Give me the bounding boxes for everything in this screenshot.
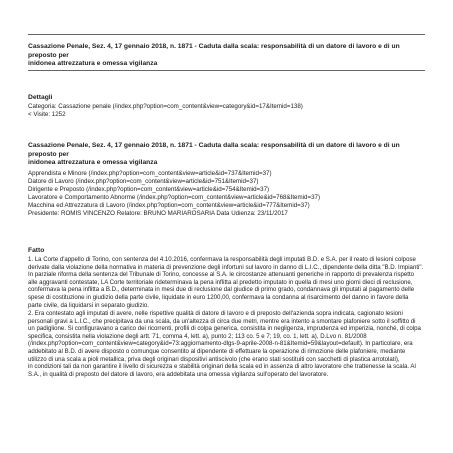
header-title-line2: inidonea attrezzatura e omessa vigilanza xyxy=(28,60,158,68)
fatto-label: Fatto xyxy=(28,247,45,254)
para1-line: parte civile, da liquidarsi in separato giudizio. xyxy=(28,301,149,309)
article-meta: Presidente: ROMIS VINCENZO Relatore: BRUNO MARIAROSARIA Data Udienza: 23/11/2017 xyxy=(28,210,288,217)
para1-line: In parziale riforma della sentenza del Tribunale di Torino, concesse al S.A. le circostanze attenuanti generiche in rapporto di prevalenza rispetto xyxy=(28,271,415,279)
top-rule xyxy=(28,34,425,35)
para2-line: 2. Era contestato agli imputati di avere, nelle rispettive qualità di datore di lavoro e di preposto dell'azienda sopra indicata, cagionato lesioni xyxy=(28,310,403,317)
tag-link-dirigente[interactable]: Dirigente e Preposto (/index.php?option=com_content&view=article&id=754&Itemid=37) xyxy=(28,186,270,193)
tag-link-macchina[interactable]: Macchina ed Attrezzatura di Lavoro (/index.php?option=com_content&view=article&id=777&Itemid=37) xyxy=(28,202,310,209)
para2-line: in condizioni tali da non garantire il livello di sicurezza e stabilità originari della scala ed in assenza di altro lavoratore che trattenesse la scala. Al xyxy=(28,363,416,371)
tag-link-lavoratore[interactable]: Lavoratore e Comportamento Abnorme (/index.php?option=com_content&view=article&id=768&Itemid=37) xyxy=(28,194,321,201)
article-title-line2: inidonea attrezzatura e omessa vigilanza xyxy=(28,159,158,167)
para2-line: utilizzo di una scala a pioli metallica, priva degli originari dispositivi antiscivolo (che erano stati sostituiti con sacchetti di plastica arrotolati), xyxy=(28,355,400,363)
para1-line: alle aggravanti contestate, LA Corte territoriale rideterminava la pena inflitta al predetto imputato in quella di mesi uno giorni dieci di reclusione, xyxy=(28,278,413,286)
para2-line: specifica, consistita nella violazione degli artt. 71, comma 4, lett. a), punto 2; 113 co. 5 e 7; 19, co. 1, lett. a), D.Lvo n. 81/2008 xyxy=(28,332,367,340)
header-title[interactable] xyxy=(28,43,425,69)
para2-line: personali gravi a L.I.C., che precipitava da una scala, da un'altezza di circa due metri, mentre era intento a smontare plafoniere sotto il soffitto di xyxy=(28,317,416,325)
header-bottom-rule xyxy=(28,70,425,71)
para1-line: derivate dalla violazione della normativa in materia di prevenzione degli infortuni sul lavoro in danno di L.I.C., dipendente della ditta "B.D. Impianti". xyxy=(28,263,424,271)
para1-line: confermava la pena inflitta a B.D., determinata in mesi due di reclusione dal giudice di primo grado, condannava gli imputati al pagamento delle xyxy=(28,286,415,294)
para1-line: spese di costituzione in giudizio della parte civile, liquidate in euro 1200,00, confermava la condanna al risarcimento del danno in favore della xyxy=(28,293,409,301)
tag-link-datore[interactable]: Datore di Lavoro (/index.php?option=com_content&view=article&id=751&Itemid=37) xyxy=(28,178,259,185)
article-title-line1: Cassazione Penale, Sez. 4, 17 gennaio 2018, n. 1871 - Caduta dalla scala: responsabilità di un datore di lavoro e di un preposto per xyxy=(28,142,400,158)
details-category[interactable]: Categoria: Cassazione penale (/index.php?option=com_content&view=category&id=17&Itemid=138) xyxy=(28,103,303,110)
fatto-paragraph-1 xyxy=(28,256,425,309)
para2-line: un padiglione. Si configuravano a carico dei ricorrenti, profili di colpa generica, consistita in negligenza, imprudenza ed imperizia, nonché, di colpa xyxy=(28,325,421,333)
tag-link-apprendista[interactable]: Apprendista e Minore (/index.php?option=com_content&view=article&id=737&Itemid=37) xyxy=(28,170,272,177)
fatto-paragraph-2 xyxy=(28,310,425,378)
para2-link-line[interactable]: (/index.php?option=com_content&view=category&id=73:aggiornamento-dlgs-9-aprile-2008-n-81&Itemid=59&layout=default). In particolare, era xyxy=(28,340,413,348)
para2-line: S.A., in qualità di preposto del datore di lavoro, era addebitata una omessa vigilanza sull'operato del lavoratore. xyxy=(28,370,329,378)
details-label: Dettagli xyxy=(28,94,53,101)
details-visits: < Visite: 1252 xyxy=(28,111,66,118)
header-title-line1: Cassazione Penale, Sez. 4, 17 gennaio 2018, n. 1871 - Caduta dalla scala: responsabilità di un datore di lavoro e di un preposto per xyxy=(28,43,400,59)
para2-line: addebitato al B.D. di avere disposto o comunque consentito al dipendente di effettuare la operazione di rimozione delle plafoniere, mediante xyxy=(28,347,406,355)
article-title xyxy=(28,142,425,168)
para1-line: 1. La Corte d'appello di Torino, con sentenza del 4.10.2016, confermava la responsabilità degli imputati B.D. e S.A. per il reato di lesioni colpose xyxy=(28,256,416,263)
